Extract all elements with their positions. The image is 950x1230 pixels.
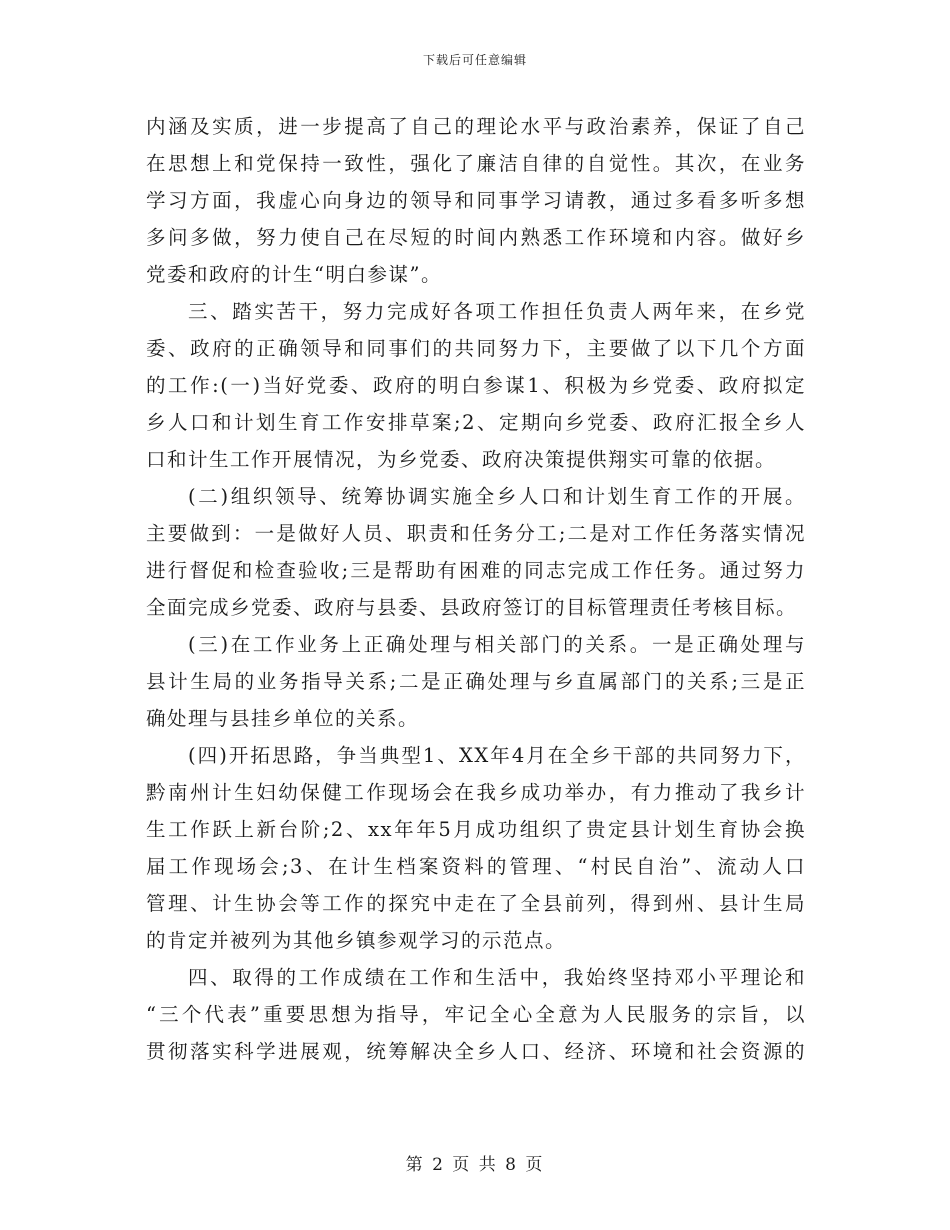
text-line: 委、政府的正确领导和同事们的共同努力下，主要做了以下几个方面 <box>146 337 806 360</box>
document-body <box>146 108 806 1070</box>
text-line: 四、取得的工作成绩在工作和生活中，我始终坚持邓小平理论和 <box>188 966 806 989</box>
text-line: “三个代表”重要思想为指导，牢记全心全意为人民服务的宗旨，以 <box>146 1003 806 1026</box>
text-line: 学习方面，我虚心向身边的领导和同事学习请教，通过多看多听多想 <box>146 189 806 212</box>
text-line: 主要做到：一是做好人员、职责和任务分工;二是对工作任务落实情况 <box>146 522 806 545</box>
text-line: 多问多做，努力使自己在尽短的时间内熟悉工作环境和内容。做好乡 <box>146 226 806 249</box>
text-line: 口和计生工作开展情况，为乡党委、政府决策提供翔实可靠的依据。 <box>146 448 777 471</box>
text-line: 乡人口和计划生育工作安排草案;2、定期向乡党委、政府汇报全乡人 <box>146 411 806 434</box>
text-line: 党委和政府的计生“明白参谋”。 <box>146 263 442 286</box>
page-number-footer: 第 2 页 共 8 页 <box>405 1155 545 1175</box>
text-line: 三、踏实苦干，努力完成好各项工作担任负责人两年来，在乡党 <box>188 300 806 323</box>
text-line: 生工作跃上新台阶;2、xx年年5月成功组织了贵定县计划生育协会换 <box>146 818 806 841</box>
text-line: 届工作现场会;3、在计生档案资料的管理、“村民自治”、流动人口 <box>146 855 806 878</box>
text-line: (三)在工作业务上正确处理与相关部门的关系。一是正确处理与 <box>188 633 806 656</box>
text-line: (四)开拓思路，争当典型1、XX年4月在全乡干部的共同努力下， <box>188 744 806 767</box>
text-line: 确处理与县挂乡单位的关系。 <box>146 707 420 730</box>
text-line: (二)组织领导、统筹协调实施全乡人口和计划生育工作的开展。 <box>188 485 806 508</box>
text-line: 进行督促和检查验收;三是帮助有困难的同志完成工作任务。通过努力 <box>146 559 806 582</box>
text-line: 的肯定并被列为其他乡镇参观学习的示范点。 <box>146 929 567 952</box>
text-line: 黔南州计生妇幼保健工作现场会在我乡成功举办，有力推动了我乡计 <box>146 781 806 804</box>
text-line: 的工作:(一)当好党委、政府的明白参谋1、积极为乡党委、政府拟定 <box>146 374 806 397</box>
text-line: 县计生局的业务指导关系;二是正确处理与乡直属部门的关系;三是正 <box>146 670 806 693</box>
text-line: 在思想上和党保持一致性，强化了廉洁自律的自觉性。其次，在业务 <box>146 152 806 175</box>
text-line: 管理、计生协会等工作的探究中走在了全县前列，得到州、县计生局 <box>146 892 806 915</box>
text-line: 全面完成乡党委、政府与县委、县政府签订的目标管理责任考核目标。 <box>146 596 798 619</box>
header-note: 下载后可任意编辑 <box>422 53 527 67</box>
text-line: 内涵及实质，进一步提高了自己的理论水平与政治素养，保证了自己 <box>146 115 806 138</box>
text-line: 贯彻落实科学进展观，统筹解决全乡人口、经济、环境和社会资源的 <box>146 1040 806 1063</box>
